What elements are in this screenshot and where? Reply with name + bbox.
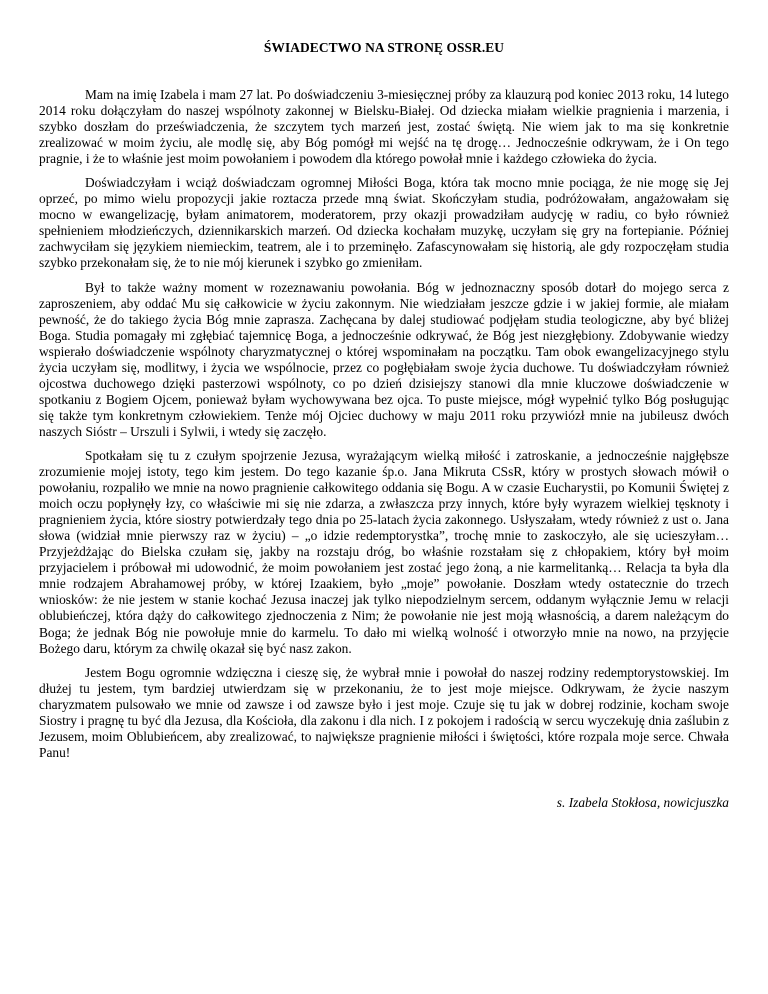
signature: s. Izabela Stokłosa, nowicjuszka: [556, 794, 729, 810]
paragraph: Był to także ważny moment w rozeznawaniu powołania. Bóg w jednoznaczny sposób dotarł do mojego serca z zaproszeniem, aby oddać Mu się całkowicie w życiu zakonnym. Nie wiedziałam jeszcze gdzie i w jakiej formie, ale miałam pewność, że do takiego życia Bóg mnie zaprasza. Zachęcana by dalej studiować podjęłam studia teologiczne, aby być bliżej Boga. Studia pomagały mi zgłębiać tajemnicę Boga, a jednocześnie odkrywać, że Bóg jest niezgłębiony. Zdobywanie wiedzy wspierało doświadczenie wspólnoty charyzmatycznej o której wspominałam na początku. Tam obok ewangelizacyjnego stylu życia uczyłam się, modlitwy, i życia we wspólnocie, przez co pogłębiałam swoje życia duchowe. Tu doświadczyłam również ojcostwa duchowego dzięki pasterzowi wspólnoty, co po dzień dzisiejszy stanowi dla mnie kluczowe doświadczenie w spotkaniu z Bogiem Ojcem, ponieważ byłam wychowywana bez ojca. To puste miejsce, mógł wypełnić tylko Bóg posługując się także tym konkretnym człowiekiem. Tenże mój Ojciec duchowy w maju 2011 roku przywiózł mnie na jubileusz dwóch naszych Sióstr – Urszuli i Sylwii, i wtedy się zaczęło.: [39, 279, 729, 439]
document-body: [39, 87, 729, 761]
paragraph: Doświadczyłam i wciąż doświadczam ogromnej Miłości Boga, która tak mocno mnie pociąga, że nie mogę się Jej oprzeć, po mimo wielu propozycji jakie roztacza przede mną świat. Skończyłam studia, podróżowałam, angażowałam się mocno w ewangelizację, byłam animatorem, moderatorem, przy okazji prowadziłam audycję w radiu, co było również spełnieniem młodzieńczych, dziennikarskich marzeń. Od dziecka kochałam muzykę, uczyłam się gry na fortepianie. Później zachwyciłam się językiem niemieckim, teatrem, ale i to przeminęło. Zafascynowałam się historią, ale gdy rozpoczęłam studia szybko przekonałam się, że to nie mój kierunek i szybko go zmieniłam.: [39, 175, 729, 271]
paragraph: Mam na imię Izabela i mam 27 lat. Po doświadczeniu 3-miesięcznej próby za klauzurą pod koniec 2013 roku, 14 lutego 2014 roku dołączyłam do naszej wspólnoty zakonnej w Bielsku-Białej. Od dziecka miałam wielkie pragnienia i marzenia, i szybko doszłam do przeświadczenia, że szczytem tych marzeń jest, zostać świętą. Nie wiem jak to ma się konkretnie zrealizować w moim życiu, ale modlę się, aby Bóg pomógł mi wejść na tę drogę… Jednocześnie odkrywam, że i On tego pragnie, i że to właśnie jest moim powołaniem i powodem dla którego powołał mnie i każdego człowieka do życia.: [39, 87, 729, 167]
document-title: ŚWIADECTWO NA STRONĘ OSSR.EU: [263, 40, 505, 55]
document-page: [39, 0, 729, 811]
paragraph: Jestem Bogu ogromnie wdzięczna i cieszę się, że wybrał mnie i powołał do naszej rodziny redemptorystowskiej. Im dłużej tu jestem, tym bardziej utwierdzam się w przekonaniu, że to jest moje miejsce. Odkrywam, że życie naszym charyzmatem pulsowało we mnie od zawsze i od zawsze było i jest moje. Czuje się tu jak w dobrej rodzinie, kocham swoje Siostry i pragnę tu być dla Jezusa, dla Kościoła, dla zakonu i dla nich. I z pokojem i radością w sercu wyczekuję dnia zaślubin z Jezusem, moim Oblubieńcem, aby zrealizować, to największe pragnienie miłości i świętości, które rozpala moje serce. Chwała Panu!: [39, 664, 729, 760]
paragraph: Spotkałam się tu z czułym spojrzenie Jezusa, wyrażającym wielką miłość i zatroskanie, a jednocześnie najgłębsze zrozumienie mojej istoty, tego kim jestem. Do tego kazanie śp.o. Jana Mikruta CSsR, który w prostych słowach mówił o powołaniu, rozpaliło we mnie na nowo pragnienie całkowitego oddania się Bogu. A w czasie Eucharystii, po Komunii Świętej z moich oczu popłynęły łzy, co właściwie mi się nie zdarza, a zwłaszcza przy innych, które były wyrazem wielkiej tęsknoty i pragnieniem życia, które siostry potwierdzały tego dnia po 25-latach życia zakonnego. Usłyszałam, wtedy również z ust o. Jana słowa (widział mnie pierwszy raz w życiu) – „o idzie redemptorystka”, trochę mnie to zaskoczyło, ale się ucieszyłam… Przyjeżdżając do Bielska czułam się, jakby na rozstaju dróg, bo właśnie rozstałam się z chłopakiem, który był moim przyjacielem i próbował mi udowodnić, że moim powołaniem jest zostać jego żoną, a nie karmelitanką… Relacja ta była dla mnie rodzajem Abrahamowej próby, w której Izaakiem, było „moje” powołanie. Doszłam wtedy ostatecznie do trzech wniosków: że nie jestem w stanie kochać Jezusa inaczej jak tylko niepodzielnym sercem, oddanym wyłącznie Jemu w relacji oblubieńczej, która dąży do całkowitego zjednoczenia z Nim; że powołanie nie jest moją własnością, a darem należącym do Boga; że jednak Bóg nie powołuje mnie do karmelu. To dało mi wielką wolność i otworzyło mnie na nowo, na przyjęcie Bożego daru, którym za chwilę okazał się być nasz zakon.: [39, 447, 729, 656]
